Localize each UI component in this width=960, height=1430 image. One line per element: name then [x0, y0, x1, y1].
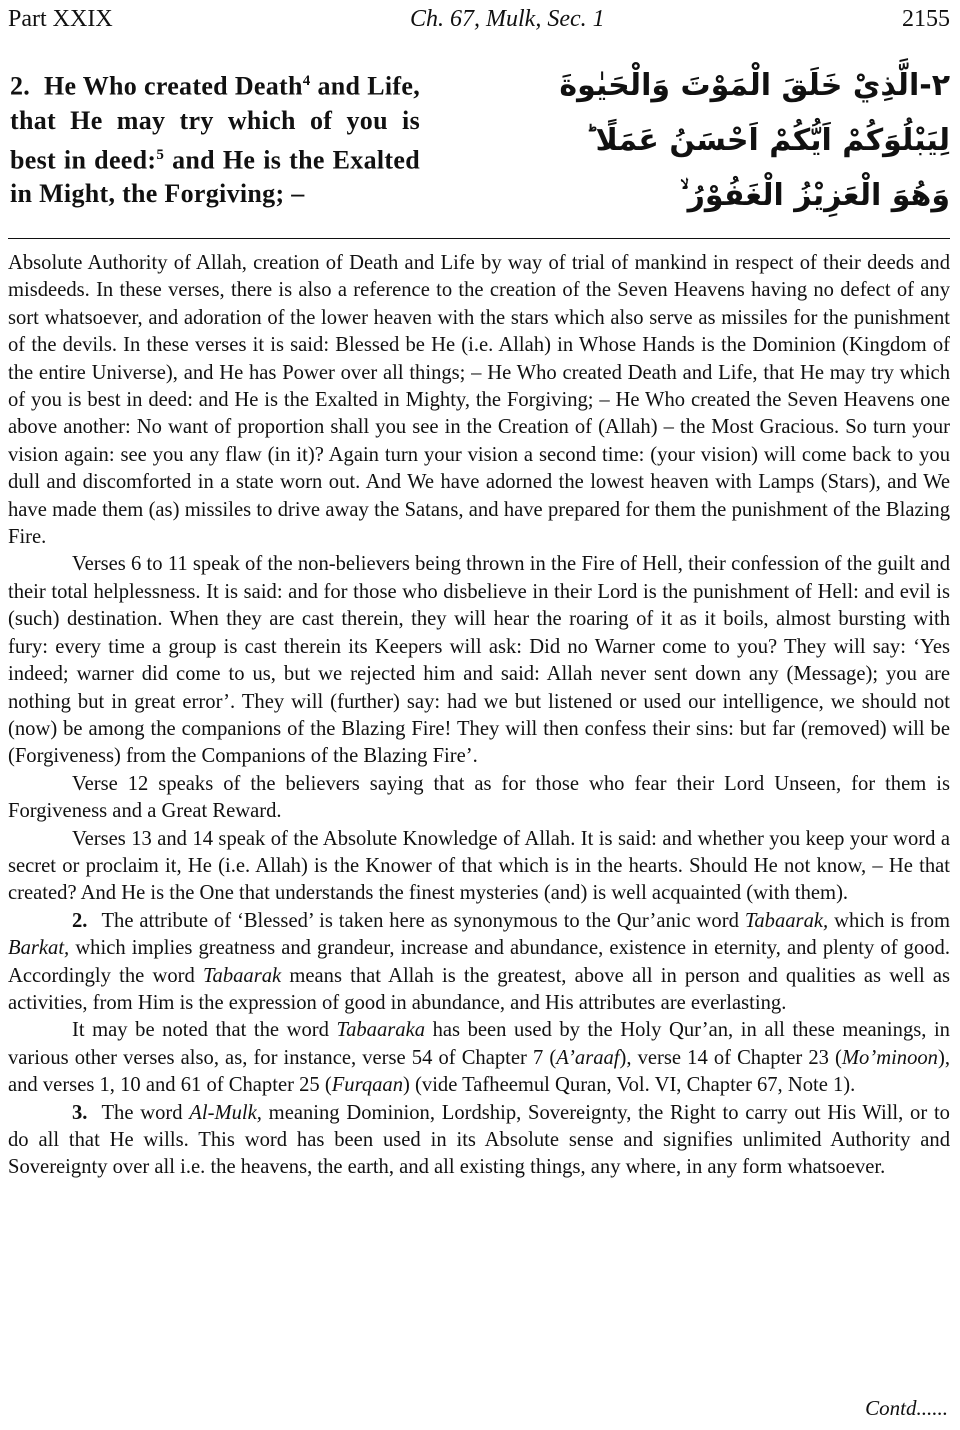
footnote-2-continued — [8, 1017, 950, 1099]
section-divider — [8, 238, 950, 239]
verse-translation — [10, 64, 420, 211]
commentary-paragraph-4: Verses 13 and 14 speak of the Absolute Knowledge of Allah. It is said: and whether you keep your word a secret or proclaim it, He (i.e. Allah) is the Knower of that which is in the hearts. Should He not know, – He that created? And He is the One that understands the finest mysteries (and) is well acquainted (with them). — [8, 827, 950, 905]
footnote-2-text: which is from — [834, 909, 951, 932]
term-tabaarak: Tabaarak, — [744, 909, 829, 932]
chapter-label: Ch. 67, Mulk, Sec. 1 — [410, 5, 605, 32]
term-tabaaraka: Tabaaraka — [336, 1019, 426, 1042]
footnote-text: ), verse 14 of Chapter 23 ( — [619, 1046, 842, 1069]
commentary-paragraph-2: Verses 6 to 11 speak of the non-believers being thrown in the Fire of Hell, their confession of the guilt and their total helplessness. It is said: and for those who disbelieve in their Lord is the punishment of Hell: and evil is (such) destination. When they are cast therein, they will hear the roaring of it as it boils, almost bursting with fury: every time a group is cast therein its Keepers will ask: Did no Warner come to you? They will say: ‘Yes indeed; warner did come to us, but we rejected him and said: Allah never sent down any (Message); you are nothing but in great error’. They will (further) say: had we but listened or used our intelligence, we should not (now) be among the companions of the Blazing Fire! They will then confess their sins: but far (removed) will be (Forgiveness) from the Companions of the Blazing Fire’. — [8, 553, 950, 768]
footnote-3-text: The word — [101, 1101, 183, 1124]
verse-arabic — [530, 58, 950, 223]
page-number: 2155 — [902, 5, 950, 32]
commentary-paragraph-1: Absolute Authority of Allah, creation of Death and Life by way of trial of mankind in respect of their deeds and misdeeds. In these verses, there is also a reference to the creation of the Seven Heavens having no defect of any sort whatsoever, and adoration of the lower heaven with the stars which also serve as missiles for the punishment of the devils. In these verses it is said: Blessed be He (i.e. Allah) in Whose Hands is the Dominion (Kingdom of the entire Universe), and He has Power over all things; – He Who created Death and Life, that He may try which of you is best in deed: and He is the Exalted in Mighty, the Forgiving; – He Who created the Seven Heavens one above another: No want of proportion shall you see in the Creation of (Allah) – the Most Gracious. So turn your vision again: see you any flaw (in it)? Again turn your vision a second time: (your vision) will come back to you dull and discomforted in a state worn out. And We have adorned the lowest heaven with Lamps (Stars), and We have made them (as) missiles to drive away the Satans, and have prepared for them the punishment of the Blazing Fire. — [8, 252, 950, 549]
footnote-text: ), and verses 1, 10 and 61 of Chapter 25 ( — [8, 1046, 950, 1097]
term-barkat: Barkat, — [8, 937, 70, 960]
term-aaraaf: A’araaf — [556, 1046, 620, 1069]
verse-text-part3: and He is the Exalted in Might, the Forgiving; – — [10, 145, 420, 209]
part-label: Part XXIX — [8, 5, 113, 32]
footnote-3 — [8, 1100, 950, 1182]
term-tabaarak: Tabaarak — [202, 964, 282, 987]
commentary — [8, 250, 950, 1182]
running-header — [8, 2, 950, 36]
footnote-2-text: which implies greatness and grandeur, increase and abundance, existence in eternity, and plenty of good. Accordingly the word — [8, 937, 950, 987]
arabic-line-2: لِيَبْلُوَكُمْ اَيُّكُمْ اَحْسَنُ عَمَلًا ؕ — [585, 123, 950, 158]
footnote-text: It may be noted that the word — [72, 1019, 329, 1042]
verse-number: 2. — [10, 71, 31, 101]
term-al-mulk: Al-Mulk, — [189, 1101, 262, 1124]
continued-marker: Contd...... — [865, 1396, 948, 1420]
footnote-3-number: 3. — [72, 1101, 88, 1124]
verse-text-part1: He Who created Death — [43, 71, 303, 101]
footnote-2-text: The attribute of ‘Blessed’ is taken here as synonymous to the Qur’anic word — [101, 909, 739, 932]
term-furqaan: Furqaan — [331, 1074, 404, 1097]
footnote-2 — [8, 908, 950, 1018]
footnote-text: has been used by the Holy Qur’an, in all these meanings, in various other verses also, as, for instance, verse 54 of Chapter 7 ( — [8, 1019, 950, 1069]
arabic-line-3: وَهُوَ الْعَزِيْزُ الْغَفُوْرُ ۙ — [680, 178, 950, 213]
verse-text-part2: and Life, that He may try which of you is best in deed: — [10, 71, 420, 175]
verse-block — [8, 58, 950, 236]
footnote-2-number: 2. — [72, 909, 88, 932]
arabic-line-1: ٢-الَّذِيْ خَلَقَ الْمَوْتَ وَالْحَيٰوةَ — [559, 68, 950, 103]
commentary-paragraph-3: Verse 12 speaks of the believers saying that as for those who fear their Lord Unseen, for them is Forgiveness and a Great Reward. — [8, 772, 950, 823]
footnote-ref-5: 5 — [156, 146, 165, 163]
footnote-ref-4: 4 — [302, 73, 311, 89]
footnote-3-text: meaning Dominion, Lordship, Sovereignty, the Right to carry out His Will, or to do all that He wills. This word has been used in its Absolute sense and signifies unlimited Authority and Sovereignty over all i.e. the heavens, the earth, and all existing things, any where, in any form whatsoever. — [8, 1101, 950, 1179]
term-mominoon: Mo’minoon — [841, 1046, 938, 1069]
footnote-text: ) (vide Tafheemul Quran, Vol. VI, Chapter 67, Note 1). — [403, 1074, 856, 1097]
footnote-2-text: means that Allah is the greatest, above all in person and qualities as well as activities, from Him is the expression of good in abundance, and His attributes are everlasting. — [8, 964, 950, 1014]
